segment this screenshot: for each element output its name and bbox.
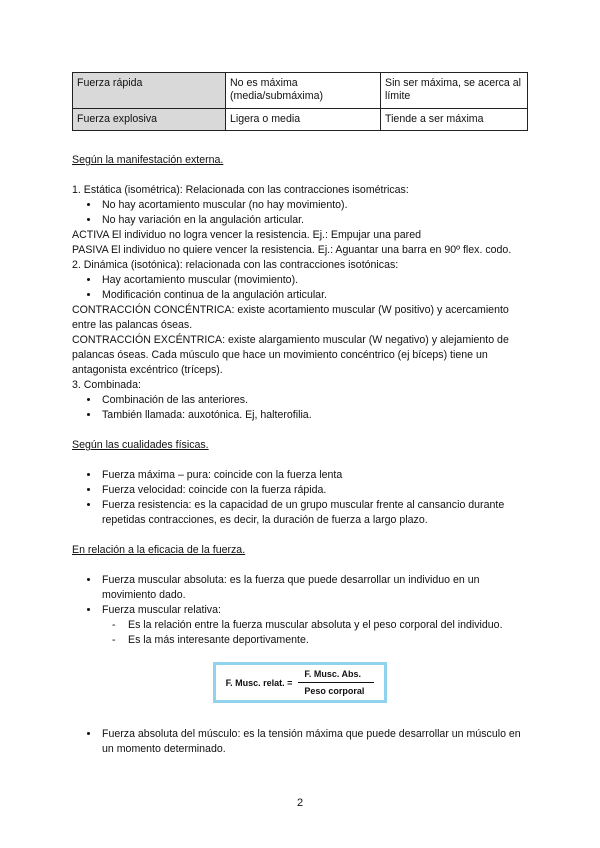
relative-dash-list (72, 618, 528, 648)
list-item: • Fuerza absoluta del músculo: es la tensión máxima que puede desarrollar un músculo en un momento determinado. (100, 727, 528, 757)
list-item: • Modificación continua de la angulación articular. (100, 288, 528, 303)
section-heading-efficacy: En relación a la eficacia de la fuerza. (72, 544, 246, 556)
combined-title: 3. Combinada: (72, 379, 141, 391)
list-item: • Combinación de las anteriores. (100, 393, 528, 408)
section-heading-external: Según la manifestación externa. (72, 154, 224, 166)
static-list (72, 198, 528, 228)
qualities-list (72, 468, 528, 528)
list-item: • No hay variación en la angulación articular. (100, 213, 528, 228)
force-table (72, 72, 528, 131)
list-item: • Fuerza muscular relativa: (100, 603, 528, 618)
list-item: • También llamada: auxotónica. Ej, halterofilia. (100, 408, 528, 423)
formula-lhs: F. Musc. relat. = (225, 677, 293, 688)
table-cell-type: Fuerza explosiva (73, 109, 226, 131)
list-item: - Es la más interesante deportivamente. (128, 633, 528, 648)
formula-container (72, 662, 528, 703)
pasiva-text: PASIVA El individuo no quiere vencer la resistencia. Ej.: Aguantar una barra en 90º flex. codo. (72, 244, 512, 256)
list-item: • Fuerza resistencia: es la capacidad de un grupo muscular frente al cansancio durante repetidas contracciones, es decir, la duración de fuerza a largo plazo. (100, 498, 528, 528)
activa-text: ACTIVA El individuo no logra vencer la resistencia. Ej.: Empujar una pared (72, 229, 421, 241)
list-item: • Hay acortamiento muscular (movimiento). (100, 273, 528, 288)
page-content (72, 72, 528, 757)
list-item: - Es la relación entre la fuerza muscular absoluta y el peso corporal del individuo. (128, 618, 528, 633)
static-title: 1. Estática (isométrica): Relacionada con las contracciones isométricas: (72, 184, 409, 196)
list-item: • No hay acortamiento muscular (no hay movimiento). (100, 198, 528, 213)
formula-denominator: Peso corporal (304, 686, 365, 696)
table-row (73, 109, 528, 131)
table-cell-result: Sin ser máxima, se acerca al límite (381, 73, 528, 109)
list-item: • Fuerza velocidad: coincide con la fuerza rápida. (100, 483, 528, 498)
concentric-text: CONTRACCIÓN CONCÉNTRICA: existe acortamiento muscular (W positivo) y acercamiento entre las palancas óseas. (72, 304, 509, 331)
table-cell-type: Fuerza rápida (73, 73, 226, 109)
formula-fraction (298, 669, 374, 696)
relative-force-formula (213, 662, 388, 703)
table-cell-intensity: Ligera o media (226, 109, 381, 131)
section-heading-qualities: Según las cualidades físicas. (72, 439, 209, 451)
list-item: • Fuerza muscular absoluta: es la fuerza que puede desarrollar un individuo en un movimiento dado. (100, 573, 528, 603)
page-number: 2 (296, 797, 304, 809)
table-cell-intensity: No es máxima (media/submáxima) (226, 73, 381, 109)
table-cell-result: Tiende a ser máxima (381, 109, 528, 131)
table-row (73, 73, 528, 109)
formula-numerator: F. Musc. Abs. (298, 669, 374, 683)
eccentric-text: CONTRACCIÓN EXCÉNTRICA: existe alargamiento muscular (W negativo) y alejamiento de palancas óseas. Cada músculo que hace un movimiento concéntrico (ej bíceps) tiene un antagonista excéntrico (tríceps). (72, 334, 509, 376)
list-item: • Fuerza máxima – pura: coincide con la fuerza lenta (100, 468, 528, 483)
combined-list (72, 393, 528, 423)
absolute-muscle-list (72, 727, 528, 757)
efficacy-list (72, 573, 528, 618)
dynamic-title: 2. Dinámica (isotónica): relacionada con las contracciones isotónicas: (72, 259, 399, 271)
dynamic-list (72, 273, 528, 303)
